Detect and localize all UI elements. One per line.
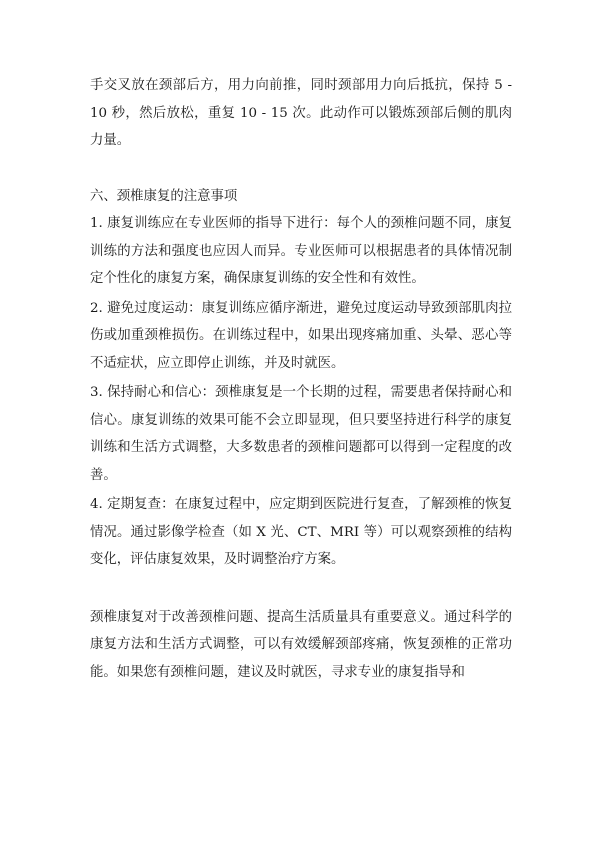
- list-item: 1. 康复训练应在专业医师的指导下进行：每个人的颈椎问题不同，康复训练的方法和强度也应因人而异。专业医师可以根据患者的具体情况制定个性化的康复方案，确保康复训练的安全性和有效性。: [90, 216, 512, 286]
- list-item: 4. 定期复查：在康复过程中，应定期到医院进行复查，了解颈椎的恢复情况。通过影像学检查（如 X 光、CT、MRI 等）可以观察颈椎的结构变化，评估康复效果，及时调整治疗方案。: [90, 497, 512, 567]
- document-body: [90, 72, 512, 686]
- conclusion-paragraph: 颈椎康复对于改善颈椎问题、提高生活质量具有重要意义。通过科学的康复方法和生活方式调整，可以有效缓解颈部疼痛，恢复颈椎的正常功能。如果您有颈椎问题，建议及时就医，寻求专业的康复指导和: [90, 609, 512, 680]
- section-spacer: [90, 155, 512, 183]
- intro-paragraph: 手交叉放在颈部后方，用力向前推，同时颈部用力向后抵抗，保持 5 - 10 秒，然后放松，重复 10 - 15 次。此动作可以锻炼颈部后侧的肌肉力量。: [90, 78, 512, 148]
- list-item: 2. 避免过度运动：康复训练应循序渐进，避免过度运动导致颈部肌肉拉伤或加重颈椎损伤。在训练过程中，如果出现疼痛加重、头晕、恶心等不适症状，应立即停止训练，并及时就医。: [90, 300, 512, 371]
- section-heading: 六、颈椎康复的注意事项: [90, 188, 238, 204]
- section-spacer: [90, 576, 512, 604]
- list-item: 3. 保持耐心和信心：颈椎康复是一个长期的过程，需要患者保持耐心和信心。康复训练的效果可能不会立即显现，但只要坚持进行科学的康复训练和生活方式调整，大多数患者的颈椎问题都可以得到一定程度的改善。: [90, 385, 512, 483]
